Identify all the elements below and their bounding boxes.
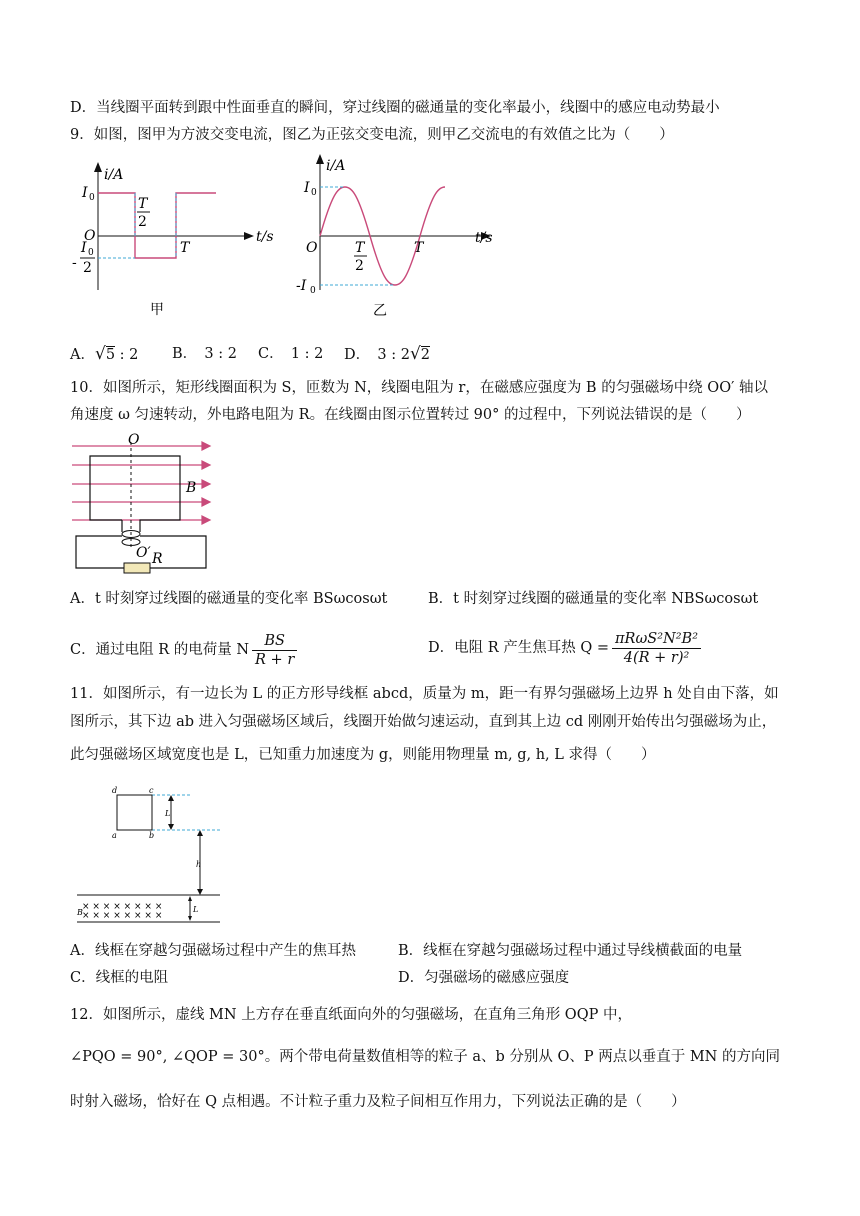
q10-option-c: C．通过电阻 R 的电荷量 N $\frac{BS}{R + r}$: [70, 630, 300, 670]
q9-option-b: B． 3 : 2: [172, 346, 237, 362]
q9-figure-yi: [290, 150, 510, 320]
yi-negI0: -I: [296, 278, 307, 294]
q11-corner-d: d: [112, 786, 118, 795]
q12-line3: 时射入磁场，恰好在 Q 点相遇。不计粒子重力及粒子间相互作用力，下列说法正确的是（ ）: [70, 1094, 686, 1110]
q11-field-row1: × × × × × × × ×: [82, 902, 163, 912]
q9-option-a: A．√5 : 2: [70, 344, 139, 364]
q10-option-a: A．t 时刻穿过线圈的磁通量的变化率 BSωcosωt: [70, 591, 388, 607]
q10-axis-O: O: [128, 432, 140, 448]
yi-T: T: [414, 240, 424, 256]
q11-line1: 11．如图所示，有一边长为 L 的正方形导线框 abcd，质量为 m，距一有界匀强磁场上边界 h 处自由下落，如: [70, 686, 779, 702]
yi-caption: 乙: [373, 303, 387, 319]
q9-stem: 9．如图，图甲为方波交变电流，图乙为正弦交变电流，则甲乙交流电的有效值之比为（ ）: [70, 127, 674, 143]
q11-option-b: B．线框在穿越匀强磁场过程中通过导线横截面的电量: [398, 943, 743, 959]
q11-line2: 图所示，其下边 ab 进入匀强磁场区域后，线圈开始做匀速运动，直到其上边 cd 刚刚开始传出匀强磁场为止，: [70, 714, 777, 730]
yi-origin: O: [306, 240, 318, 256]
q10-option-b: B．t 时刻穿过线圈的磁通量的变化率 NBSωcosωt: [428, 591, 759, 607]
q11-option-a: A．线框在穿越匀强磁场过程中产生的焦耳热: [70, 943, 356, 959]
q11-h-label: h: [196, 860, 202, 869]
jia-ylabel: i/A: [104, 167, 124, 183]
q11-L-label: L: [165, 809, 171, 818]
jia-neg-num: I: [81, 240, 87, 256]
q11-field-B: B: [77, 908, 83, 917]
q10-line1: 10．如图所示，矩形线圈面积为 S，匝数为 N，线圈电阻为 r，在磁感应强度为 B 的匀强磁场中绕 OO′ 轴以: [70, 380, 768, 396]
jia-xlabel: t/s: [256, 229, 274, 245]
q11-corner-a: a: [112, 831, 117, 840]
q9-option-c: C． 1 : 2: [258, 346, 324, 362]
jia-neg-den: 2: [83, 260, 92, 276]
jia-neg-sub: 0: [88, 248, 94, 258]
q12-line1: 12．如图所示，虚线 MN 上方存在垂直纸面向外的匀强磁场，在直角三角形 OQP 中，: [70, 1007, 632, 1023]
jia-origin: O: [84, 228, 96, 244]
q8-option-d: D．当线圈平面转到跟中性面垂直的瞬间，穿过线圈的磁通量的变化率最小，线圈中的感应电动势最小: [70, 100, 720, 116]
jia-I0-sub: 0: [89, 193, 95, 203]
jia-T: T: [180, 240, 190, 256]
q9-figure-jia: [60, 160, 274, 330]
q12-line2: ∠PQO = 90°, ∠QOP = 30°。两个带电荷量数值相等的粒子 a、b 分别从 O、P 两点以垂直于 MN 的方向同: [70, 1049, 780, 1065]
q11-corner-b: b: [149, 831, 155, 840]
yi-negI0-sub: 0: [310, 286, 316, 296]
yi-I0: I: [304, 180, 310, 196]
jia-neg-prefix: -: [72, 255, 77, 271]
q11-corner-c: c: [149, 786, 154, 795]
q10-axis-Oprime: O′: [136, 545, 151, 561]
jia-half-num: T: [138, 196, 148, 212]
q11-L2-label: L: [193, 905, 199, 914]
jia-I0: I: [82, 185, 88, 201]
q10-field-B: B: [186, 480, 197, 496]
q10-line2: 角速度 ω 匀速转动，外电路电阻为 R。在线圈由图示位置转过 90° 的过程中，下列说法错误的是（ ）: [70, 407, 751, 423]
jia-half-den: 2: [138, 214, 147, 230]
q11-line3: 此匀强磁场区域宽度也是 L，已知重力加速度为 g，则能用物理量 m, g, h, L 求得（ ）: [70, 747, 656, 763]
q9-option-d: D． 3 : 2√2: [344, 344, 431, 364]
q11-option-d: D．匀强磁场的磁感应强度: [398, 970, 570, 986]
q11-field-row2: × × × × × × × ×: [82, 911, 163, 921]
q11-frame-figure: [72, 785, 242, 935]
yi-I0-sub: 0: [311, 188, 317, 198]
q10-option-d: D．电阻 R 产生焦耳热 Q = $\frac{\text{πRωS²N²B²}}{\text{4(R + r)²}}$: [428, 628, 704, 668]
yi-half-num: T: [355, 240, 365, 256]
q11-option-c: C．线框的电阻: [70, 970, 169, 986]
yi-xlabel: t/s: [475, 230, 493, 246]
yi-half-den: 2: [355, 258, 364, 274]
jia-caption: 甲: [150, 302, 164, 318]
yi-ylabel: i/A: [326, 158, 346, 174]
q10-coil-figure: [70, 432, 220, 577]
q10-resistor-R: R: [152, 551, 163, 567]
